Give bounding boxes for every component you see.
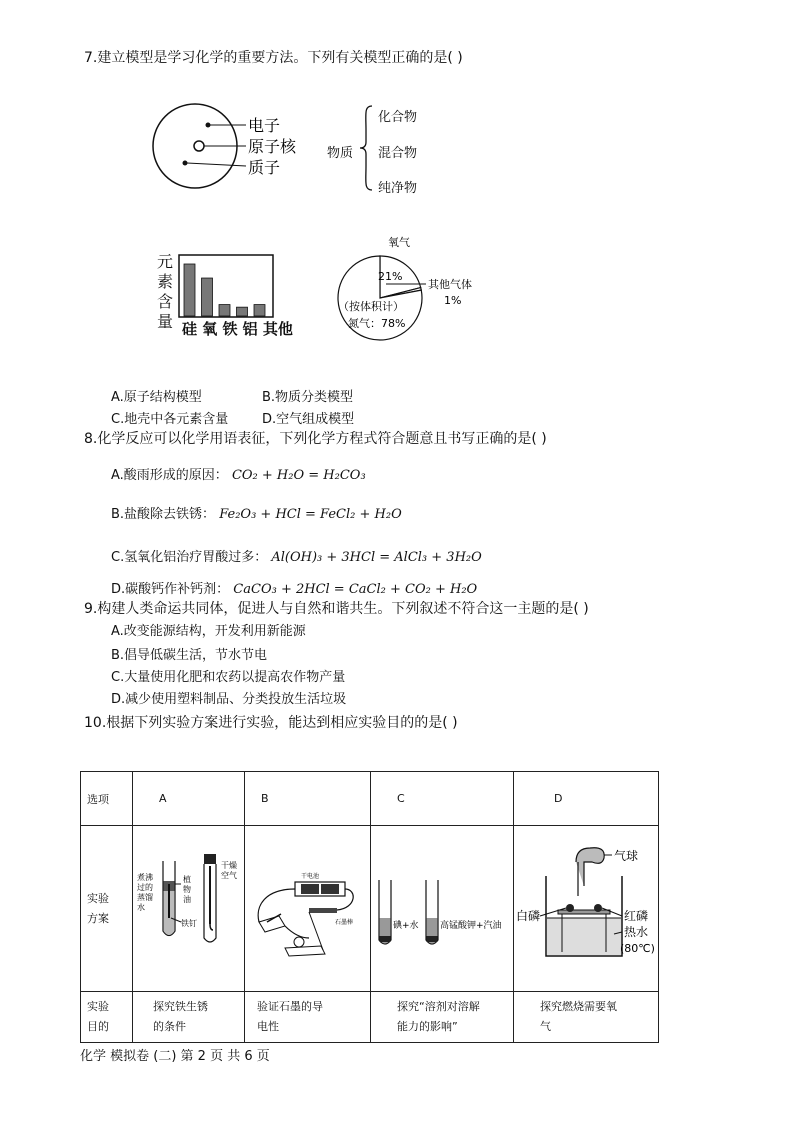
air-pie-chart [330,232,490,344]
red-phosphorus-icon [594,904,602,912]
figc-label-iodine-water: 碘+水 [393,921,419,931]
electron-dot [206,123,211,128]
scheme-cell-a [133,826,245,992]
row-label-scheme [81,826,133,992]
q9-option-d: D.减少使用塑料制品、分类投放生活垃圾 [111,692,347,707]
figb-label-battery: 干电池 [301,873,320,880]
atom-label-electron: 电子 [248,116,281,135]
table-header-cell: 选项 [81,772,133,826]
matter-branch-compound: 化合物 [378,110,418,125]
pie-label-oxygen: 氧气 [388,236,410,249]
page-footer: 化学 模拟卷 (二) 第 2 页 共 6 页 [80,1049,270,1064]
figa-label-boiled-water: 水 [137,903,145,912]
table-header-cell: A [133,772,245,826]
matter-root-label: 物质 [327,146,354,161]
figa-label-dry-air: 空气 [221,871,237,880]
balloon-icon [576,848,604,886]
tube-2-stopper [204,854,216,864]
q8-option-b-equation: Fe₂O₃ + HCl = FeCl₂ + H₂O [219,507,402,522]
table-header-cell: D [514,772,659,826]
crust-chart-categories: 硅 氧 铁 铝 其他 [182,320,293,338]
scheme-cell-c [371,826,514,992]
crust-bar-chart [178,254,274,318]
purpose-line: 的条件 [153,1020,186,1033]
atom-model-figure [150,98,310,198]
solubility-apparatus [371,826,514,991]
q8-option-d-label: D.碳酸钙作补钙剂： [111,582,230,597]
graphite-circuit-apparatus [245,826,371,991]
figa-label-boiled-water: 蒸馏 [137,893,153,902]
figc-label-permanganate-gasoline: 高锰酸钾+汽油 [440,921,502,931]
figd-label-hot-water: 热水 [624,925,649,939]
pie-label-nitrogen: 氮气：78% [348,317,406,330]
copper-plate [558,910,610,914]
bar-铝 [237,307,248,316]
q7-option-b: B.物质分类模型 [262,390,354,405]
table-row-purpose [81,992,659,1043]
purpose-line: 探究燃烧需要氧 [540,1000,617,1013]
atom-label-proton: 质子 [248,158,281,177]
graphite-rod [309,908,337,913]
q7-option-c: C.地壳中各元素含量 [111,412,229,427]
q8-option-a [111,464,366,483]
purpose-line: 探究“溶剂对溶解 [397,1000,480,1013]
q10-stem: 10.根据下列实验方案进行实验，能达到相应实验目的的是( ) [84,715,458,731]
scheme-cell-b [245,826,371,992]
figb-label-graphite: 石墨棒 [335,919,354,926]
pie-label-other: 其他气体 [428,278,472,291]
combustion-apparatus [514,826,659,991]
q8-option-d [111,578,477,597]
figa-label-oil: 油 [183,895,191,904]
purpose-line: 电性 [257,1020,279,1033]
q8-option-a-label: A.酸雨形成的原因： [111,468,228,483]
purpose-line: 探究铁生锈 [153,1000,208,1013]
row-label-line: 实验 [87,1000,109,1013]
row-label-line: 目的 [87,1020,109,1033]
q8-stem: 8.化学反应可以化学用语表征，下列化学方程式符合题意且书写正确的是( ) [84,431,547,447]
q9-option-a: A.改变能源结构，开发利用新能源 [111,624,306,639]
q7-stem: 7.建立模型是学习化学的重要方法。下列有关模型正确的是( ) [84,50,463,66]
q9-option-c: C.大量使用化肥和农药以提高农作物产量 [111,670,346,685]
q9-option-b: B.倡导低碳生活，节水节电 [111,648,268,663]
figa-label-boiled-water: 过的 [137,883,153,892]
crust-ylabel-char: 素 [157,272,174,291]
matter-brace-icon [357,104,375,192]
figa-label-oil: 物 [183,885,191,894]
q7-option-a: A.原子结构模型 [111,390,202,405]
row-label-line: 实验 [87,891,109,905]
row-label-purpose [81,992,133,1043]
crust-ylabel-char: 元 [157,252,174,271]
q8-option-a-equation: CO₂ + H₂O = H₂CO₃ [231,468,366,483]
table-header-row [81,772,659,826]
crust-ylabel-char: 量 [157,312,174,331]
figd-label-white-p: 白磷 [516,909,541,923]
pie-label-oxygen-pct: 21% [378,270,403,283]
q8-option-c-equation: Al(OH)₃ + 3HCl = AlCl₃ + 3H₂O [271,550,482,565]
q8-option-d-equation: CaCO₃ + 2HCl = CaCl₂ + CO₂ + H₂O [233,582,478,597]
q8-option-b [111,503,402,522]
nucleus-circle [194,141,204,151]
q7-option-d: D.空气组成模型 [262,412,355,427]
purpose-cell-c [371,992,514,1043]
figd-label-balloon: 气球 [614,849,639,863]
crust-ylabel-char: 含 [157,292,174,311]
bulb-base [285,946,325,956]
bar-铁 [219,305,230,316]
q8-option-c-label: C.氢氧化铝治疗胃酸过多： [111,550,268,565]
table-header-cell: C [371,772,514,826]
proton-dot [183,161,188,166]
purpose-line: 气 [540,1020,551,1033]
q8-option-c [111,546,482,565]
atom-label-nucleus: 原子核 [248,137,297,156]
figa-label-oil: 植 [183,875,191,884]
figa-label-dry-air: 干燥 [221,861,237,870]
purpose-cell-b [245,992,371,1043]
q8-option-b-label: B.盐酸除去铁锈： [111,507,216,522]
bar-氧 [202,278,213,316]
purpose-line: 验证石墨的导 [257,1000,323,1013]
iron-rust-apparatus [133,826,245,991]
purpose-cell-d [514,992,659,1043]
table-header-cell: B [245,772,371,826]
scheme-cell-d [514,826,659,992]
matter-branch-mixture: 混合物 [378,146,418,161]
row-label-line: 方案 [87,911,109,925]
q9-stem: 9.构建人类命运共同体，促进人与自然和谐共生。下列叙述不符合这一主题的是( ) [84,601,589,617]
white-phosphorus-icon [566,904,574,912]
matter-branch-pure: 纯净物 [378,181,418,196]
figd-label-red-p: 红磷 [624,909,649,923]
bulb-icon [294,937,304,947]
figa-label-boiled-water: 煮沸 [137,873,153,882]
purpose-line: 能力的影响” [397,1020,458,1033]
table-row-scheme [81,826,659,992]
experiment-table [80,771,659,1043]
purpose-cell-a [133,992,245,1043]
crust-chart-ylabel [157,252,175,332]
pie-label-by-volume: （按体积计） [338,300,404,313]
bar-硅 [184,264,195,316]
pie-label-other-pct: 1% [444,294,462,307]
bar-其他 [254,305,265,316]
figd-label-temp: (80℃) [620,942,655,955]
figa-label-nail: 铁钉 [181,919,197,928]
